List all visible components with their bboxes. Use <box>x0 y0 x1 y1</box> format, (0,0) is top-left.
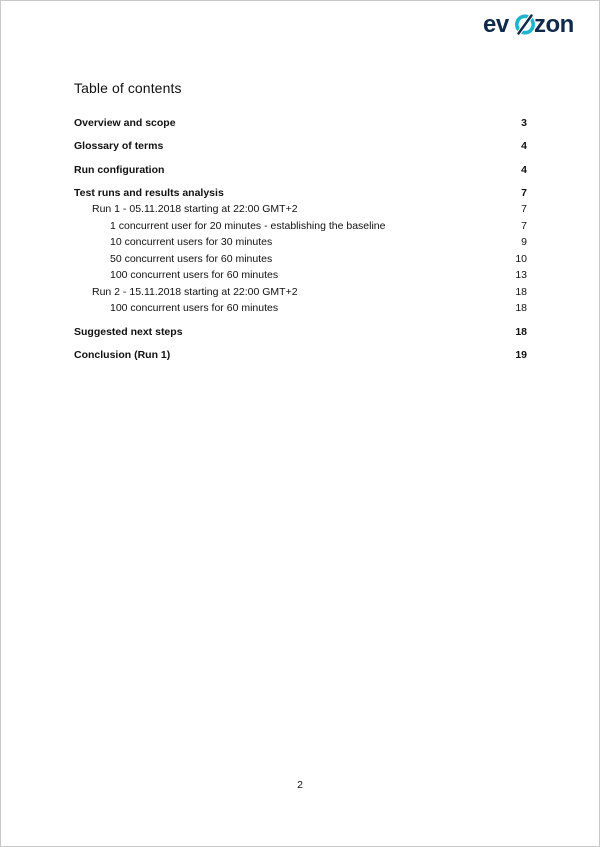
toc-entry-suggested-next-steps[interactable] <box>74 324 527 341</box>
toc-entry-page: 19 <box>515 348 527 361</box>
toc-entry-test-runs-and-results-analysis[interactable] <box>74 185 527 202</box>
toc-entry-conclusion-run-1[interactable] <box>74 347 527 364</box>
toc-entry-page: 7 <box>521 186 527 199</box>
toc-entry-label: Test runs and results analysis <box>74 186 224 199</box>
toc-entry-page: 3 <box>521 117 527 129</box>
evozon-logo-icon <box>483 10 593 40</box>
toc-entry-100-users-60-min-run1[interactable] <box>74 267 527 284</box>
toc-entry-page: 7 <box>521 219 527 232</box>
toc-entry-label: 100 concurrent users for 60 minutes <box>110 302 279 315</box>
toc-entry-page: 7 <box>521 203 527 216</box>
toc-entry-page: 4 <box>521 163 527 176</box>
toc-entry-label: 50 concurrent users for 60 minutes <box>110 252 273 265</box>
toc-entry-label: 100 concurrent users for 60 minutes <box>110 269 279 282</box>
toc-title: Table of contents <box>74 80 182 96</box>
toc-entry-1-user-20-min[interactable] <box>74 218 527 235</box>
toc-entry-label: Glossary of terms <box>74 140 164 153</box>
toc-entry-page: 10 <box>515 252 527 265</box>
toc-entry-label: Run 1 - 05.11.2018 starting at 22:00 GMT+2 <box>92 203 298 216</box>
toc-entry-page: 4 <box>521 140 527 153</box>
toc-entry-page: 18 <box>515 325 527 338</box>
toc-entry-page: 18 <box>515 302 527 315</box>
toc-entry-50-users-60-min[interactable] <box>74 251 527 268</box>
toc-entry-label: 1 concurrent user for 20 minutes - establishing the baseline <box>110 219 386 232</box>
toc-entry-run-configuration[interactable] <box>74 162 527 179</box>
svg-text:ev: ev <box>483 11 509 38</box>
toc-entry-page: 18 <box>515 285 527 298</box>
toc-entry-overview-and-scope[interactable] <box>74 115 527 132</box>
toc-entry-10-users-30-min[interactable] <box>74 234 527 251</box>
toc-entry-run-2[interactable] <box>74 284 527 301</box>
toc-entry-label: Suggested next steps <box>74 325 183 338</box>
toc-entry-page: 13 <box>515 269 527 282</box>
toc-entry-100-users-60-min-run2[interactable] <box>74 300 527 317</box>
toc-entry-glossary-of-terms[interactable] <box>74 138 527 155</box>
toc-entry-label: Run configuration <box>74 163 165 176</box>
toc-entry-label: 10 concurrent users for 30 minutes <box>110 236 273 249</box>
table-of-contents <box>74 115 527 363</box>
toc-entry-run-1[interactable] <box>74 201 527 218</box>
toc-entry-label: Conclusion (Run 1) <box>74 348 171 361</box>
svg-text:zon: zon <box>534 11 574 38</box>
toc-entry-label: Overview and scope <box>74 117 176 129</box>
evozon-logo <box>483 10 593 40</box>
toc-entry-page: 9 <box>521 236 527 249</box>
page-number: 2 <box>297 779 303 791</box>
toc-entry-label: Run 2 - 15.11.2018 starting at 22:00 GMT+2 <box>92 285 298 298</box>
